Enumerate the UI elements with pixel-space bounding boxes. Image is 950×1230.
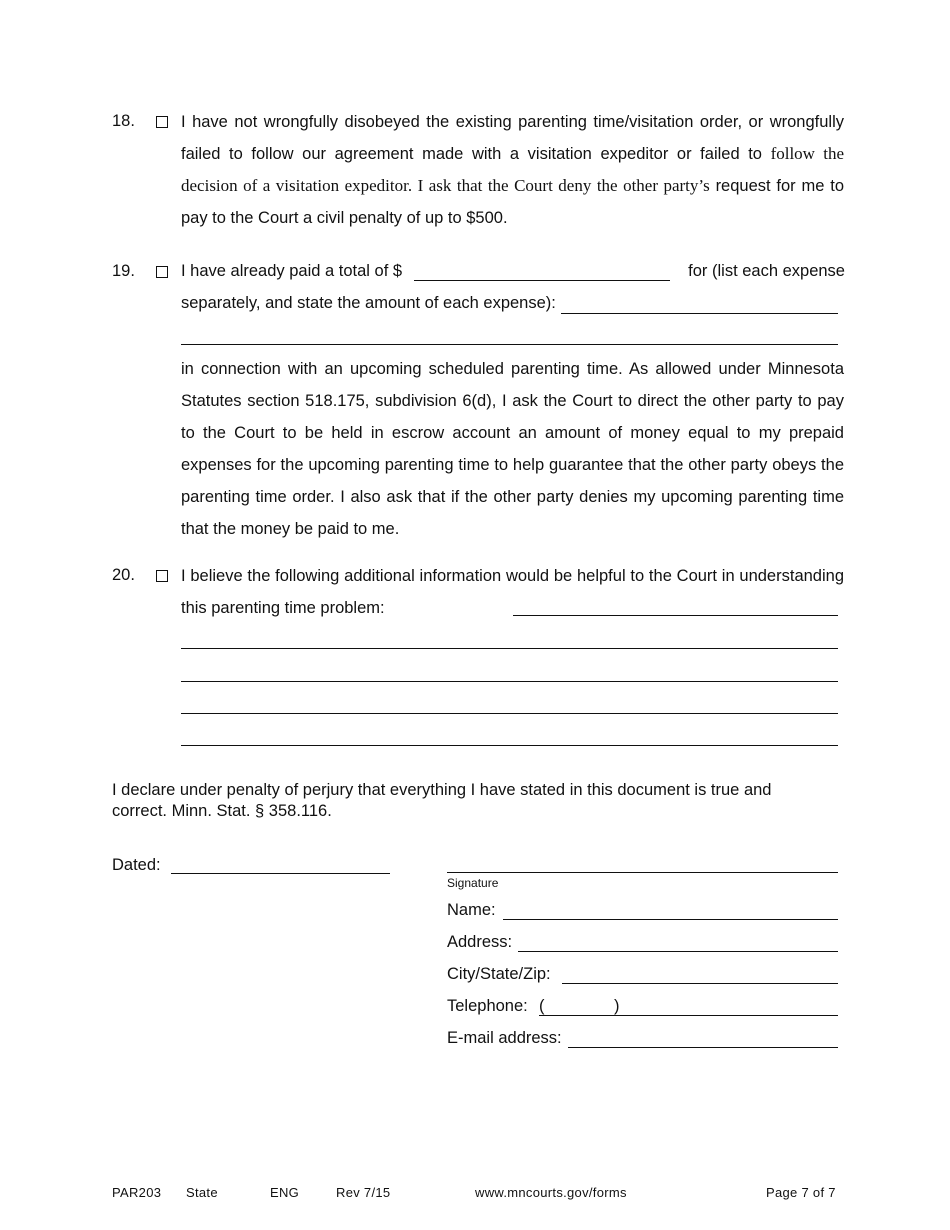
telephone-open-paren: ( — [539, 997, 545, 1015]
item-20-info-field-1[interactable] — [513, 615, 838, 616]
item-19-separately-label: separately, and state the amount of each expense): — [181, 294, 556, 312]
email-label: E-mail address: — [447, 1029, 562, 1047]
item-19-expense-field-1[interactable] — [561, 313, 838, 314]
signature-label: Signature — [447, 876, 499, 890]
item-20-info-field-4[interactable] — [181, 713, 838, 714]
item-20-checkbox[interactable] — [156, 570, 168, 582]
email-field[interactable] — [568, 1047, 838, 1048]
item-19-body: in connection with an upcoming scheduled parenting time. As allowed under Minnesota Statutes section 518.175, subdivision 6(d), I ask the Court to direct the other party to pay to the Court to be held in escrow account an amount of money equal to my prepaid expenses for the upcoming parenting time to help guarantee that the other party obeys the parenting time order. I also ask that if the other party denies my upcoming parenting time that the money be paid to me. — [181, 360, 844, 538]
item-19-amount-field[interactable] — [414, 280, 670, 281]
name-field[interactable] — [503, 919, 838, 920]
item-19-for-label: for (list each expense — [688, 262, 845, 280]
item-20-info-field-3[interactable] — [181, 681, 838, 682]
signature-field[interactable] — [447, 872, 838, 873]
dated-field[interactable] — [171, 873, 390, 874]
name-label: Name: — [447, 901, 496, 919]
telephone-field[interactable] — [539, 1015, 838, 1016]
telephone-label: Telephone: — [447, 997, 528, 1015]
footer-form-id: PAR203 — [112, 1185, 162, 1200]
item-19-expense-field-2[interactable] — [181, 344, 838, 345]
item-19-checkbox[interactable] — [156, 266, 168, 278]
item-20-info-field-5[interactable] — [181, 745, 838, 746]
footer-rev: Rev 7/15 — [336, 1185, 391, 1200]
footer-state: State — [186, 1185, 218, 1200]
item-19-number: 19. — [112, 262, 135, 280]
address-label: Address: — [447, 933, 513, 951]
item-18-text-b: follow the decision of a visitation expeditor. I ask that the Court deny the other party’s — [181, 144, 844, 195]
item-19-paid-label: I have already paid a total of $ — [181, 262, 403, 280]
item-18-text — [181, 106, 844, 234]
perjury-declaration: I declare under penalty of perjury that everything I have stated in this document is true and correct. Minn. Stat. § 358.116. — [112, 781, 772, 820]
address-field[interactable] — [518, 951, 838, 952]
dated-label: Dated: — [112, 856, 161, 874]
item-20-text: I believe the following additional information would be helpful to the Court in understanding this parenting time problem: — [181, 567, 844, 617]
footer-lang: ENG — [270, 1185, 300, 1200]
telephone-close-paren: ) — [614, 997, 620, 1015]
item-18-text-c: request for me to pay to the Court a civil penalty of up to $500. — [181, 177, 844, 227]
item-20-number: 20. — [112, 566, 135, 584]
item-18-text-a: I have not wrongfully disobeyed the existing parenting time/visitation order, or wrongfully failed to follow our agreement made with a visitation expeditor or failed to — [181, 113, 844, 163]
city-state-zip-field[interactable] — [562, 983, 838, 984]
item-18-number: 18. — [112, 112, 135, 130]
item-18-checkbox[interactable] — [156, 116, 168, 128]
city-state-zip-label: City/State/Zip: — [447, 965, 551, 983]
footer-url: www.mncourts.gov/forms — [475, 1185, 627, 1200]
footer-page-number: Page 7 of 7 — [766, 1185, 836, 1200]
item-20-info-field-2[interactable] — [181, 648, 838, 649]
